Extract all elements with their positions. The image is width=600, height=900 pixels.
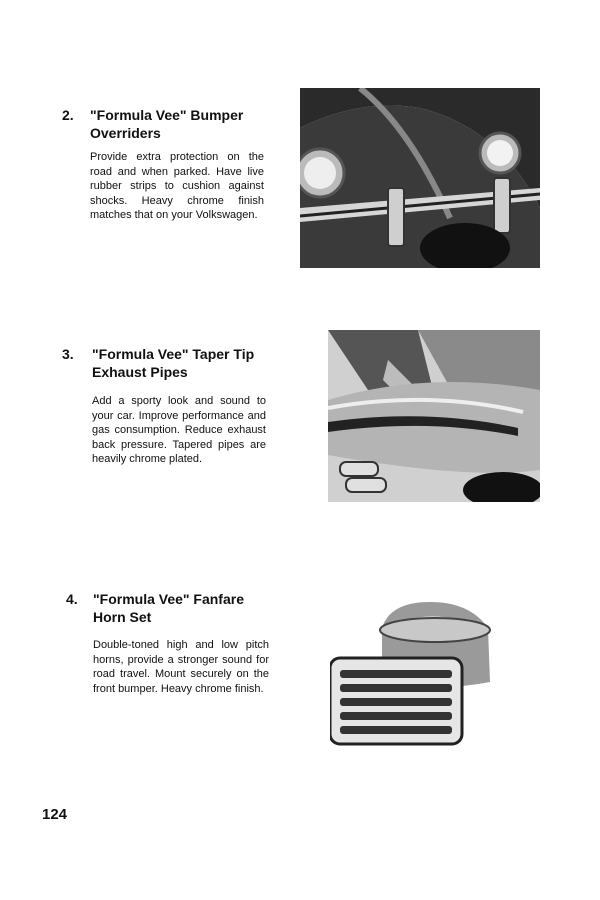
item-title-line: Overriders (90, 125, 161, 141)
item-title (93, 590, 283, 626)
item-title-line: "Formula Vee" Fanfare (93, 591, 244, 607)
item-number: 2. (62, 107, 74, 123)
item-description: Double-toned high and low pitch horns, provide a stronger sound for road travel. Mount securely on the front bumper. Heavy chrome finish. (93, 639, 269, 695)
item-title (90, 106, 280, 142)
item-title (92, 345, 282, 381)
item-description: Add a sporty look and sound to your car. Improve performance and gas consumption. Reduce exhaust back pressure. Tapered pipes are heavily chrome plated. (92, 395, 266, 465)
bumper-overriders-photo (300, 88, 540, 268)
item-number: 4. (66, 591, 78, 607)
item-title-line: Horn Set (93, 609, 152, 625)
exhaust-pipes-photo (328, 330, 540, 502)
item-number: 3. (62, 346, 74, 362)
item-title-line: "Formula Vee" Taper Tip (92, 346, 255, 362)
item-description: Provide extra protection on the road and when parked. Have live rubber strips to cushion against shocks. Heavy chrome finish matches that on your Volkswagen. (90, 151, 264, 221)
horn-set-photo (330, 600, 506, 746)
item-title-line: Exhaust Pipes (92, 364, 188, 380)
item-title-line: "Formula Vee" Bumper (90, 107, 244, 123)
page-number: 124 (42, 806, 68, 823)
